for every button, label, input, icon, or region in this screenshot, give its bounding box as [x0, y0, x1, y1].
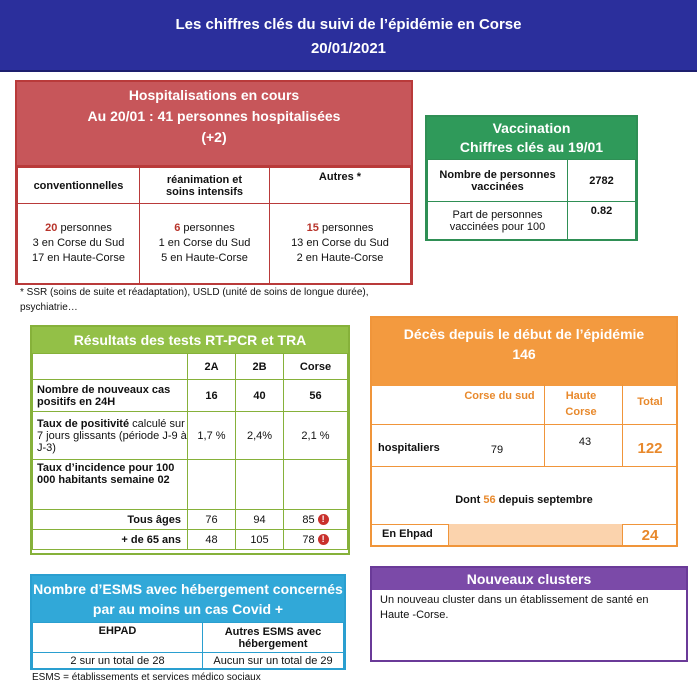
row-label-ehpad: En Ehpad	[382, 528, 433, 540]
count-reanimation: 6	[174, 222, 181, 234]
count-conventionnelles: 20	[45, 222, 58, 234]
cell-empty	[284, 460, 348, 510]
cell-value: 48	[188, 530, 236, 550]
vaccination-table	[427, 159, 636, 240]
deces-column-headers	[372, 384, 676, 424]
deces-ehpad-total: 24	[641, 527, 659, 544]
line-haute-corse: 5 en Haute-Corse	[161, 252, 248, 264]
alert-icon: !	[318, 514, 329, 525]
cell-empty	[236, 460, 284, 510]
line-haute-corse: 17 en Haute-Corse	[32, 252, 125, 264]
deces-since-september	[372, 494, 676, 506]
alert-icon: !	[318, 534, 329, 545]
hospitalisations-title: Hospitalisations en cours	[128, 87, 300, 103]
deces-title: Décès depuis le début de l’épidémie	[403, 326, 645, 342]
since-suffix: depuis septembre	[495, 494, 593, 506]
cell-value: 94	[236, 510, 284, 530]
count-suffix: personnes	[318, 222, 374, 234]
vaccination-value: 0.82	[568, 202, 636, 240]
label-bold: Taux de positivité	[37, 417, 130, 430]
cell-value: 43	[578, 436, 592, 448]
vaccination-label: Nombre de personnes vaccinées	[428, 160, 568, 202]
hospitalisations-header	[17, 82, 411, 167]
page-title: Les chiffres clés du suivi de l’épidémie en Corse	[175, 16, 522, 33]
row-label-positivite	[33, 412, 188, 460]
vaccination-title: Vaccination	[492, 120, 571, 136]
hospitalisations-subtitle: Au 20/01 : 41 personnes hospitalisées	[87, 108, 341, 124]
tests-panel	[30, 325, 350, 555]
hospitalisations-delta: (+2)	[201, 129, 227, 145]
tests-title: Résultats des tests RT-PCR et TRA	[32, 327, 348, 353]
col-haute-corse: Haute Corse	[565, 390, 597, 418]
cell-value: 2,1 %	[284, 412, 348, 460]
col-conventionnelles: conventionnelles	[18, 168, 140, 204]
tests-table	[32, 353, 348, 550]
row-label-tous-ages: Tous âges	[33, 510, 188, 530]
col-autres: Autres *	[270, 168, 411, 204]
hospitalisations-footnote: * SSR (soins de suite et réadaptation), USLD (unité de soins de longue durée), psychiatrie…	[20, 287, 369, 313]
col-2a: 2A	[188, 354, 236, 380]
line-corse-du-sud: 1 en Corse du Sud	[158, 237, 251, 249]
cell-value-corse	[284, 510, 348, 530]
vaccination-value: 2782	[568, 160, 636, 202]
cell-value: 40	[236, 380, 284, 412]
deces-total: 146	[512, 346, 536, 362]
col-autres-esms: Autres ESMS avec hébergement	[203, 623, 344, 653]
line-haute-corse: 2 en Haute-Corse	[296, 252, 384, 264]
cell-value: 79	[490, 444, 504, 456]
esms-table	[32, 622, 344, 669]
esms-panel	[30, 574, 346, 670]
page-header	[0, 0, 697, 72]
divider	[372, 466, 676, 467]
cell-value: 76	[188, 510, 236, 530]
divider	[372, 424, 676, 425]
vaccination-label: Part de personnes vaccinées pour 100	[428, 202, 568, 240]
hospitalisations-table	[17, 167, 411, 284]
col-total: Total	[637, 396, 663, 408]
cell-value: 1,7 %	[188, 412, 236, 460]
cell-conventionnelles	[18, 204, 140, 284]
vaccination-header	[427, 117, 636, 159]
vaccination-subtitle: Chiffres clés au 19/01	[459, 139, 604, 155]
esms-value-autres: Aucun sur un total de 29	[203, 653, 344, 669]
row-label-hospitaliers: hospitaliers	[378, 442, 440, 454]
cell-value-corse	[284, 530, 348, 550]
page-date: 20/01/2021	[310, 40, 387, 57]
row-label-nouveaux-cas: Nombre de nouveaux cas positifs en 24H	[33, 380, 188, 412]
since-value: 56	[483, 494, 496, 506]
esms-value-ehpad: 2 sur un total de 28	[33, 653, 203, 669]
col-ehpad: EHPAD	[33, 623, 203, 653]
tests-corner	[33, 354, 188, 380]
since-prefix: Dont	[455, 494, 484, 506]
vaccination-panel	[425, 115, 638, 241]
label-rest: calculé sur 7 jours glissants (période J-9 à J-3)	[37, 417, 187, 454]
count-autres: 15	[306, 222, 319, 234]
count-suffix: personnes	[57, 222, 112, 234]
deces-header	[372, 318, 676, 386]
cell-autres	[270, 204, 411, 284]
divider	[622, 384, 623, 466]
deces-hospitaliers-total: 122	[637, 440, 663, 457]
row-label-incidence: Taux d’incidence pour 100 000 habitants semaine 02	[33, 460, 188, 510]
deces-panel	[370, 316, 678, 547]
cell-empty	[188, 460, 236, 510]
esms-footnote: ESMS = établissements et services médico sociaux	[32, 672, 261, 683]
clusters-title: Nouveaux clusters	[372, 568, 686, 590]
col-corse: Corse	[284, 354, 348, 380]
cell-value: 2,4%	[236, 412, 284, 460]
cell-value: 105	[236, 530, 284, 550]
count-suffix: personnes	[180, 222, 235, 234]
cell-reanimation	[140, 204, 270, 284]
cell-value: 16	[188, 380, 236, 412]
cell-value: 56	[284, 380, 348, 412]
cell-value: 78	[302, 533, 315, 546]
ehpad-fill	[448, 524, 623, 545]
divider	[622, 524, 623, 545]
line-corse-du-sud: 13 en Corse du Sud	[291, 237, 389, 249]
clusters-panel	[370, 566, 688, 662]
line-corse-du-sud: 3 en Corse du Sud	[32, 237, 125, 249]
esms-title: Nombre d’ESMS avec hébergement concernés par au moins un cas Covid +	[32, 576, 344, 622]
col-reanimation: réanimation et soins intensifs	[140, 168, 270, 204]
col-2b: 2B	[236, 354, 284, 380]
col-corse-du-sud: Corse du sud	[464, 390, 535, 402]
clusters-text: Un nouveau cluster dans un établissement de santé en Haute -Corse.	[380, 594, 649, 621]
divider	[544, 384, 545, 466]
hospitalisations-panel	[15, 80, 413, 285]
row-label-65-ans: + de 65 ans	[33, 530, 188, 550]
cell-value: 85	[302, 513, 315, 526]
